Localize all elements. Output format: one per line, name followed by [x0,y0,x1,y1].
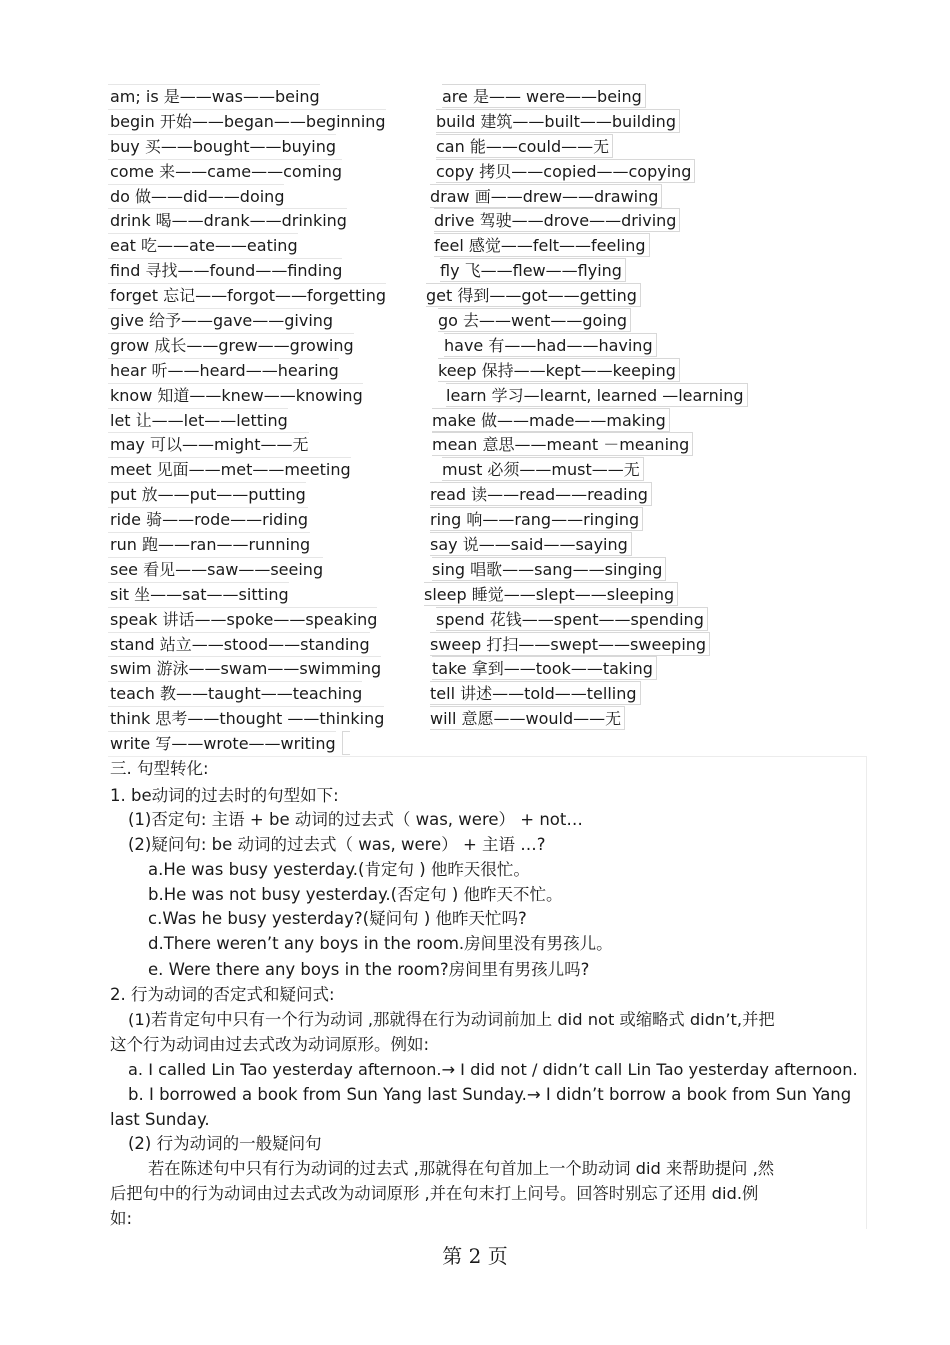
verb-row [108,507,748,532]
verb-row [108,557,748,582]
verb-forms-right: have 有——had——having [444,333,657,357]
verb-row [108,408,748,433]
verb-forms-right: drive 驾驶——drove——driving [434,208,680,232]
verb-forms-left: think 思考——thought ——thinking [108,706,384,730]
verb-forms-left: come 来——came——coming [108,159,342,183]
verb-forms-right: learn 学习—learnt, learned —learning [446,383,748,407]
verb-forms-right: will 意愿——would——无 [430,706,625,730]
verb-forms-left: stand 站立——stood——standing [108,632,370,656]
verb-forms-right: fly 飞——flew——flying [440,258,626,282]
verb-forms-left: am; is 是——was——being [108,84,320,108]
verb-forms-left: eat 吃——ate——eating [108,233,298,257]
verb-forms-right: must 必须——must——无 [442,457,644,481]
verb-forms-right: ring 响——rang——ringing [430,507,643,531]
verb-forms-right: make 做——made——making [432,408,670,432]
verb-forms-right: build 建筑——built——building [436,109,680,133]
verb-forms-left: begin 开始——began——beginning [108,109,386,133]
verb-forms-right: say 说——said——saying [430,532,632,556]
verb-forms-left: grow 成长——grew——growing [108,333,354,357]
verb-row [108,233,748,258]
verb-forms-left: do 做——did——doing [108,184,284,208]
verb-forms-right: feel 感觉——felt——feeling [434,233,650,257]
verb-table [108,84,748,756]
verb-forms-left: hear 听——heard——hearing [108,358,339,382]
point-2-rule-line2: 这个行为动词由过去式改为动词原形。例如: [110,1035,430,1054]
point-1-question: (2)疑问句: be 动词的过去式（ was, were） + 主语 …? [128,835,546,854]
page-number: 第 2 页 [442,1244,508,1268]
point-2-rule-line1: (1)若肯定句中只有一个行为动词 ,那就得在行为动词前加上 did not 或缩略式 didn’t,并把 [128,1010,775,1029]
verb-row [108,532,748,557]
verb-row [108,656,748,681]
example-c: c.Was he busy yesterday?(疑问句 ) 他昨天忙吗? [148,909,527,928]
verb-forms-left: forget 忘记——forgot——forgetting [108,283,386,307]
verb-forms-left: swim 游泳——swam——swimming [108,656,381,680]
verb-row [108,706,748,731]
verb-forms-right: tell 讲述——told——telling [430,681,641,705]
verb-forms-left: put 放——put——putting [108,482,306,506]
point-2-example-b-line2: last Sunday. [110,1110,210,1129]
point-2-title: 2. 行为动词的否定式和疑问式: [110,985,335,1004]
verb-forms-left: see 看见——saw——seeing [108,557,323,581]
verb-row [108,159,748,184]
empty-cell [342,731,350,755]
sentence-transformation-section [108,756,867,1229]
point-2-2-title: (2) 行为动词的一般疑问句 [128,1134,322,1153]
verb-forms-left: write 写——wrote——writing [108,731,336,755]
verb-row [108,681,748,706]
verb-row [108,333,748,358]
example-d: d.There weren’t any boys in the room.房间里没有男孩儿。 [148,934,613,953]
verb-row [108,358,748,383]
point-2-example-b-line1: b. I borrowed a book from Sun Yang last Sunday.→ I didn’t borrow a book from Sun Yang [128,1085,852,1104]
verb-forms-left: meet 见面——met——meeting [108,457,351,481]
example-e: e. Were there any boys in the room?房间里有男孩儿吗? [148,960,590,979]
verb-forms-left: let 让——let——letting [108,408,288,432]
verb-row [108,134,748,159]
verb-row [108,457,748,482]
verb-row [108,607,748,632]
verb-row [108,308,748,333]
verb-forms-left: sit 坐——sat——sitting [108,582,289,606]
verb-forms-left: may 可以——might——无 [108,432,309,456]
point-2-2-line1: 若在陈述句中只有行为动词的过去式 ,那就得在句首加上一个助动词 did 来帮助提问 ,然 [148,1159,775,1178]
verb-forms-left: teach 教——taught——teaching [108,681,362,705]
verb-forms-right: go 去——went——going [438,308,631,332]
verb-forms-left: buy 买——bought——buying [108,134,336,158]
example-a: a.He was busy yesterday.(肯定句 ) 他昨天很忙。 [148,860,530,879]
verb-row [108,208,748,233]
verb-forms-right: can 能——could——无 [436,134,613,158]
verb-forms-right: sweep 打扫——swept——sweeping [430,632,710,656]
verb-row [108,283,748,308]
verb-forms-left: find 寻找——found——finding [108,258,342,282]
example-b: b.He was not busy yesterday.(否定句 ) 他昨天不忙。 [148,885,563,904]
point-2-2-line3: 如: [110,1209,133,1228]
verb-forms-right: keep 保持——kept——keeping [438,358,680,382]
verb-forms-left: run 跑——ran——running [108,532,310,556]
verb-forms-left: speak 讲话——spoke——speaking [108,607,377,631]
verb-forms-right: draw 画——drew——drawing [430,184,662,208]
verb-row [108,582,748,607]
verb-forms-right: read 读——read——reading [430,482,652,506]
verb-forms-right: get 得到——got——getting [426,283,641,307]
verb-forms-left: give 给予——gave——giving [108,308,333,332]
verb-forms-right: spend 花钱——spent——spending [436,607,708,631]
verb-forms-left: drink 喝——drank——drinking [108,208,347,232]
point-1-negative: (1)否定句: 主语 + be 动词的过去式（ was, were） + not… [128,810,583,829]
verb-row [108,383,748,408]
verb-forms-right: sleep 睡觉——slept——sleeping [424,582,678,606]
verb-row [108,84,748,109]
point-2-2-line2: 后把句中的行为动词由过去式改为动词原形 ,并在句末打上问号。回答时别忘了还用 did.例 [110,1184,759,1203]
verb-row [108,109,748,134]
verb-forms-right: take 拿到——took——taking [432,656,657,680]
verb-row [108,432,748,457]
verb-forms-right: mean 意思——meant －meaning [432,432,693,456]
point-2-example-a: a. I called Lin Tao yesterday afternoon.→ I did not / didn’t call Lin Tao yesterday afternoon. [128,1060,858,1079]
point-1-title: 1. be动词的过去时的句型如下: [110,786,339,805]
verb-row [108,731,748,756]
verb-forms-right: copy 拷贝——copied——copying [436,159,695,183]
verb-forms-left: know 知道——knew——knowing [108,383,363,407]
verb-row [108,258,748,283]
verb-row [108,482,748,507]
verb-forms-right: are 是—— were——being [442,84,646,108]
section-heading: 三. 句型转化: [110,759,209,778]
verb-row [108,184,748,209]
verb-forms-right: sing 唱歌——sang——singing [432,557,666,581]
verb-row [108,632,748,657]
verb-forms-left: ride 骑——rode——riding [108,507,308,531]
